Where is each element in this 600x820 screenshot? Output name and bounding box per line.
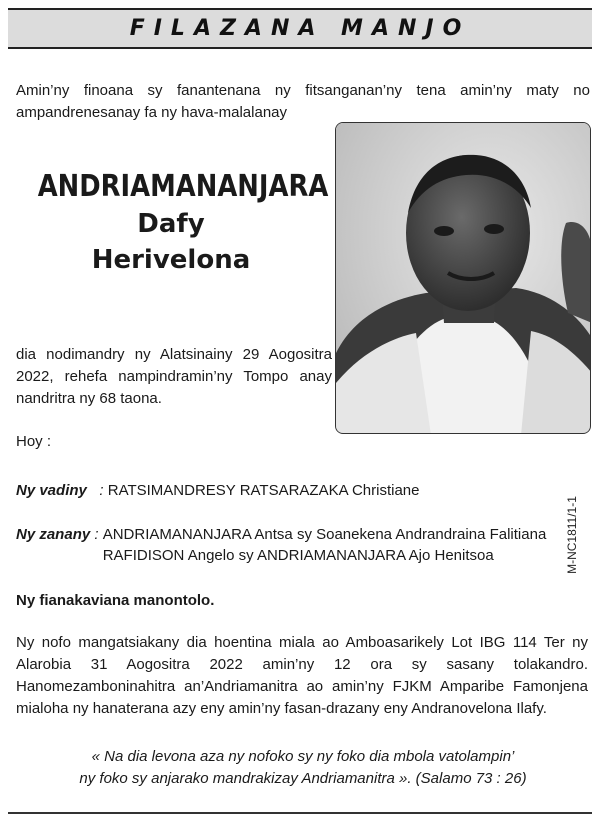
quote-line-2: ny foko sy anjarako mandrakizay Andriamanitra ». (Salamo 73 : 26)	[79, 770, 527, 787]
children-names	[103, 524, 547, 566]
quote-line-1: « Na dia levona aza ny nofoko sy ny foko dia mbola vatolampin’	[91, 748, 515, 765]
reference-code-text: M-NC1811/1-1	[565, 496, 579, 574]
spouse-name: RATSIMANDRESY RATSARAZAKA Christiane	[107, 482, 420, 499]
deceased-second-name: Herivelona	[91, 245, 251, 275]
children-line-1: ANDRIAMANANJARA Antsa sy Soanekena Andrandraina Falitiana	[102, 526, 547, 543]
page-title: FILAZANA MANJO	[129, 16, 471, 41]
quote-block	[16, 746, 590, 790]
children-separator: :	[94, 526, 99, 543]
portrait-image	[336, 123, 591, 434]
deceased-name-block	[16, 168, 329, 278]
children-line-2: RAFIDISON Angelo sy ANDRIAMANANJARA Ajo Henitsoa	[102, 547, 494, 564]
intro-text: Amin’ny finoana sy fanantenana ny fitsanganan’ny tena amin’ny maty no ampandrenesanay fa ny hava-malalanay	[16, 82, 590, 121]
children-label: Ny zanany	[16, 526, 91, 543]
deceased-photo	[335, 122, 591, 434]
header-bar	[8, 8, 592, 49]
hoy-label: Hoy :	[16, 433, 52, 450]
children-row	[16, 524, 546, 566]
deceased-first-name: Dafy	[137, 209, 205, 239]
spouse-separator: :	[99, 482, 104, 499]
death-notice: dia nodimandry ny Alatsinainy 29 Aogositra 2022, rehefa nampindramin’ny Tompo anay nandritra ny 68 taona.	[16, 346, 332, 407]
burial-notice: Ny nofo mangatsiakany dia hoentina miala ao Amboasarikely Lot IBG 114 Ter ny Alarobia 31 Aogositra 2022 amin’ny 12 ora sy sasany tolakandro. Hanomezamboninahitra an’Andriamanitra ao amin’ny FJKM Amparibe Famonjena mialoha ny hanaterana azy eny amin’ny fasan-drazany eny Andranovelona Ilafy.	[16, 634, 588, 717]
footer-divider	[8, 812, 592, 814]
family-line: Ny fianakaviana manontolo.	[16, 592, 215, 609]
deceased-surname: ANDRIAMANANJARA	[37, 169, 329, 204]
spouse-label: Ny vadiny	[16, 482, 87, 499]
reference-code	[560, 470, 584, 600]
spouse-row	[16, 480, 419, 501]
